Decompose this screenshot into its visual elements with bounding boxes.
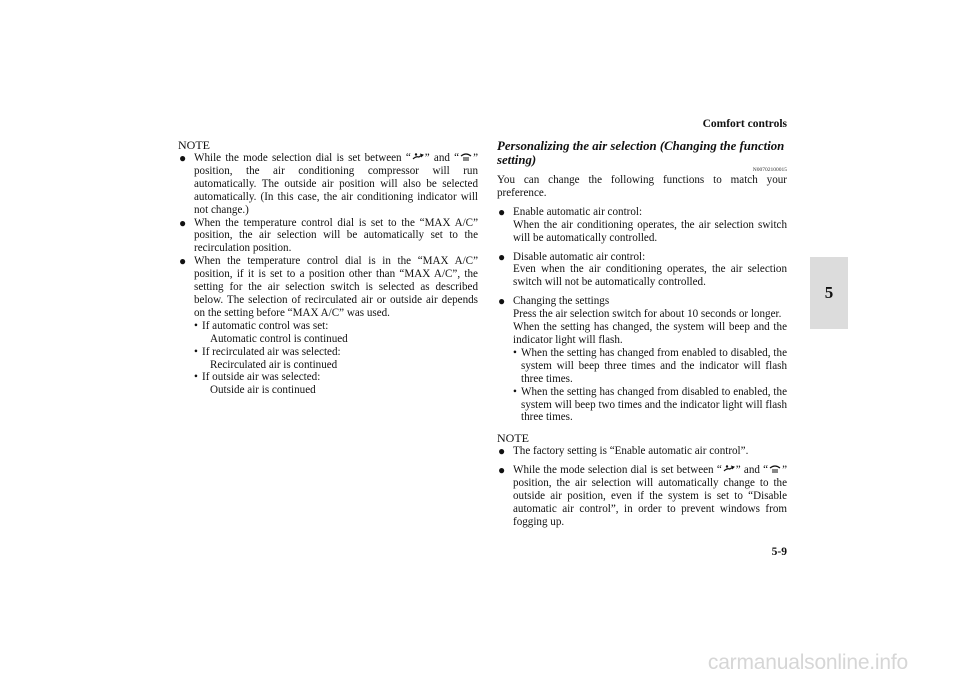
note-bullet-2: ● When the temperature control dial is set to the “MAX A/C” position, the air selection will be automatically set to the recirculation position. [179, 215, 478, 255]
change-item-2: • When the setting has changed from disabled to enabled, the system will beep two times and the indicator light will flash three times. [513, 385, 787, 424]
bullet-dot-icon: ● [179, 151, 187, 165]
section-heading: Personalizing the air selection (Changing the function setting) [497, 139, 785, 167]
sub-bullet-icon: • [194, 371, 198, 384]
sub-bullet-icon: • [194, 319, 198, 332]
option-disable: ● Disable automatic air control: Even when the air conditioning operates, the air selection switch will not be automatically controlled. [498, 249, 787, 289]
sub-item-2: • If recirculated air was selected: Recirculated air is continued [194, 345, 341, 371]
bullet-dot-icon: ● [179, 215, 187, 230]
option-changing-settings: ● Changing the settings Press the air selection switch for about 10 seconds or longer. When the setting has changed, the system will beep and the indicator light will flash. • When the setting has changed from enabled to disabled, the system will beep three times and the indicator will flash three times. • When the setting has changed from disabled to enabled, the system will beep two times and the indicator light will flash three times. [498, 294, 787, 424]
watermark: carmanualsonline.info [707, 651, 908, 674]
option-enable: ● Enable automatic air control: When the air conditioning operates, the air selection switch will be automatically controlled. [498, 204, 787, 244]
bullet-dot-icon: ● [498, 294, 506, 309]
section-header: Comfort controls [702, 118, 787, 130]
defrost-icon [459, 152, 473, 162]
reference-code: N00702100015 [752, 167, 787, 173]
bullet-dot-icon: ● [498, 463, 506, 478]
foot-defrost-icon [722, 464, 736, 474]
note-bullet-1: ● While the mode selection dial is set between “ ” and “ ” position, the air conditioning compressor will run automatically. The outside air position will also be selected automatically. (In this case, the air conditioning indicator will not change.) [179, 151, 478, 216]
bullet-dot-icon: ● [498, 249, 506, 264]
note-label: NOTE [178, 138, 210, 152]
note-label-2: NOTE [497, 431, 529, 446]
defrost-icon [768, 464, 782, 474]
sub-item-3: • If outside air was selected: Outside air is continued [194, 371, 321, 397]
note2-bullet-2: ● While the mode selection dial is set between “ ” and “ ” position, the air selection will automatically change to the outside air position, even if the system is set to “Disable automatic air control”, in order to prevent windows from fogging up. [498, 463, 787, 528]
change-item-1: • When the setting has changed from enabled to disabled, the system will beep three times and the indicator will flash three times. [513, 346, 787, 385]
bullet-dot-icon: ● [498, 204, 506, 219]
chapter-tab: 5 [810, 257, 848, 329]
foot-defrost-icon [411, 152, 425, 162]
bullet-dot-icon: ● [498, 444, 506, 459]
page-number: 5-9 [771, 546, 787, 558]
sub-bullet-icon: • [194, 345, 198, 358]
intro-text: You can change the following functions to match your preference. [497, 174, 787, 199]
sub-bullet-icon: • [513, 385, 517, 398]
sub-bullet-icon: • [513, 346, 517, 359]
bullet-dot-icon: ● [179, 254, 187, 269]
left-column [178, 139, 478, 397]
sub-item-1: • If automatic control was set: Automatic control is continued [194, 319, 348, 345]
right-column [497, 139, 787, 529]
note-bullet-3: ● When the temperature control dial is in the “MAX A/C” position, if it is set to a position other than “MAX A/C”, the setting for the air selection switch is selected as described below. The selection of recirculated air or outside air depends on the setting before “MAX A/C” was used. • If automatic control was set: Automatic control is continued • If recirculated air was selected: Recirculated air is continued • If outside air was selected: Outside air is continued [179, 254, 478, 397]
note2-bullet-1: ● The factory setting is “Enable automatic air control”. [498, 444, 749, 459]
